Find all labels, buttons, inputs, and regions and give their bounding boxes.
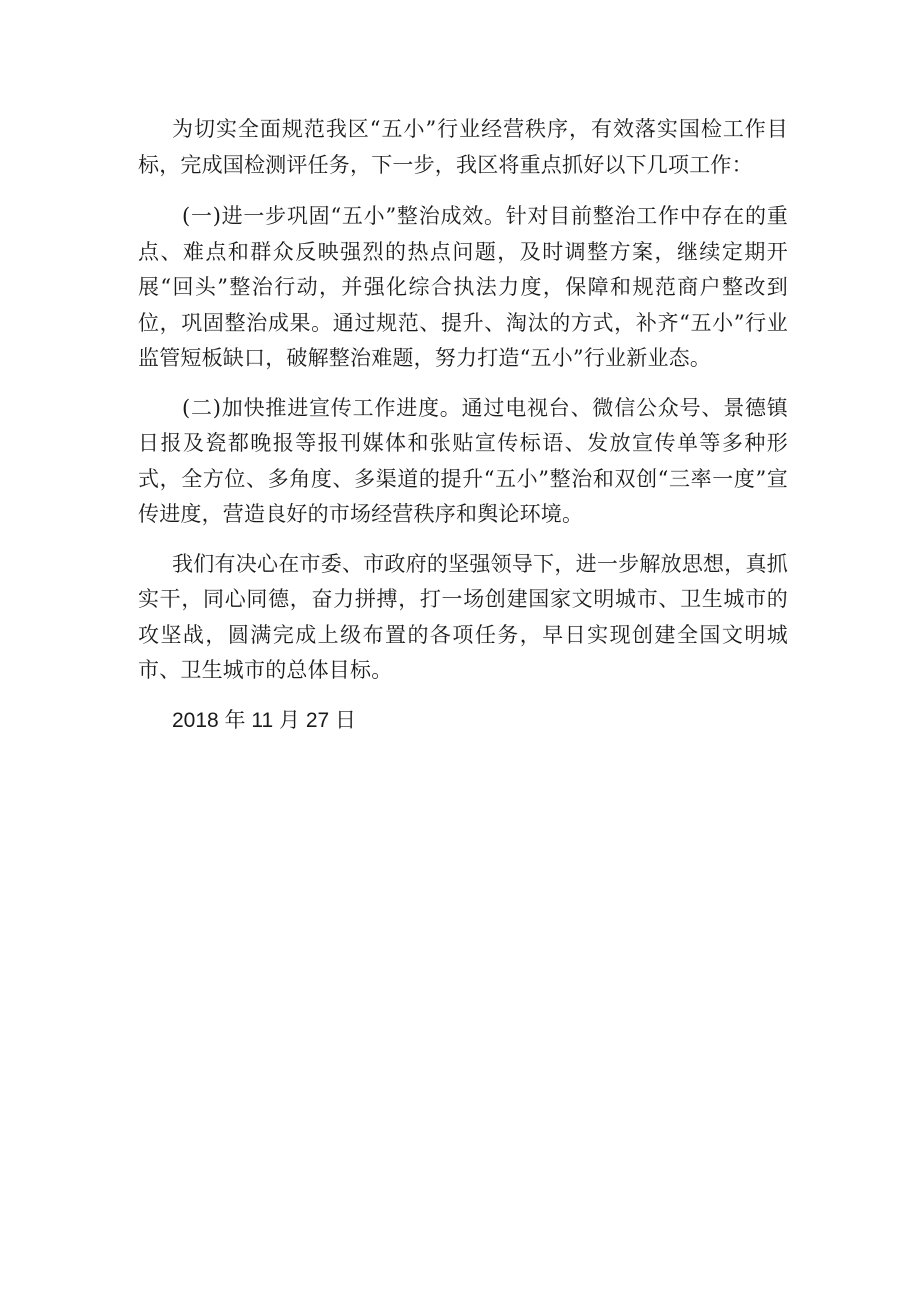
intro-paragraph: 为切实全面规范我区“五小”行业经营秩序，有效落实国检工作目标，完成国检测评任务，下一步，我区将重点抓好以下几项工作： — [138, 117, 788, 177]
section-one-paragraph: (一)进一步巩固“五小”整治成效。针对目前整治工作中存在的重点、难点和群众反映强烈的热点问题，及时调整方案，继续定期开展“回头”整治行动，并强化综合执法力度，保障和规范商户整改到位，巩固整治成果。通过规范、提升、淘汰的方式，补齐“五小”行业监管短板缺口，破解整治难题，努力打造“五小”行业新业态。 — [138, 204, 788, 370]
section-two-paragraph: (二)加快推进宣传工作进度。通过电视台、微信公众号、景德镇日报及瓷都晚报等报刊媒体和张贴宣传标语、发放宣传单等多种形式，全方位、多角度、多渠道的提升“五小”整治和双创“三率一度”宣传进度，营造良好的市场经营秩序和舆论环境。 — [138, 395, 788, 526]
document-date: 2018 年 11 月 27 日 — [172, 708, 357, 732]
closing-paragraph: 我们有决心在市委、市政府的坚强领导下，进一步解放思想，真抓实干，同心同德，奋力拼搏，打一场创建国家文明城市、卫生城市的攻坚战，圆满完成上级布置的各项任务，早日实现创建全国文明城市、卫生城市的总体目标。 — [138, 551, 788, 682]
document-body — [138, 112, 788, 738]
